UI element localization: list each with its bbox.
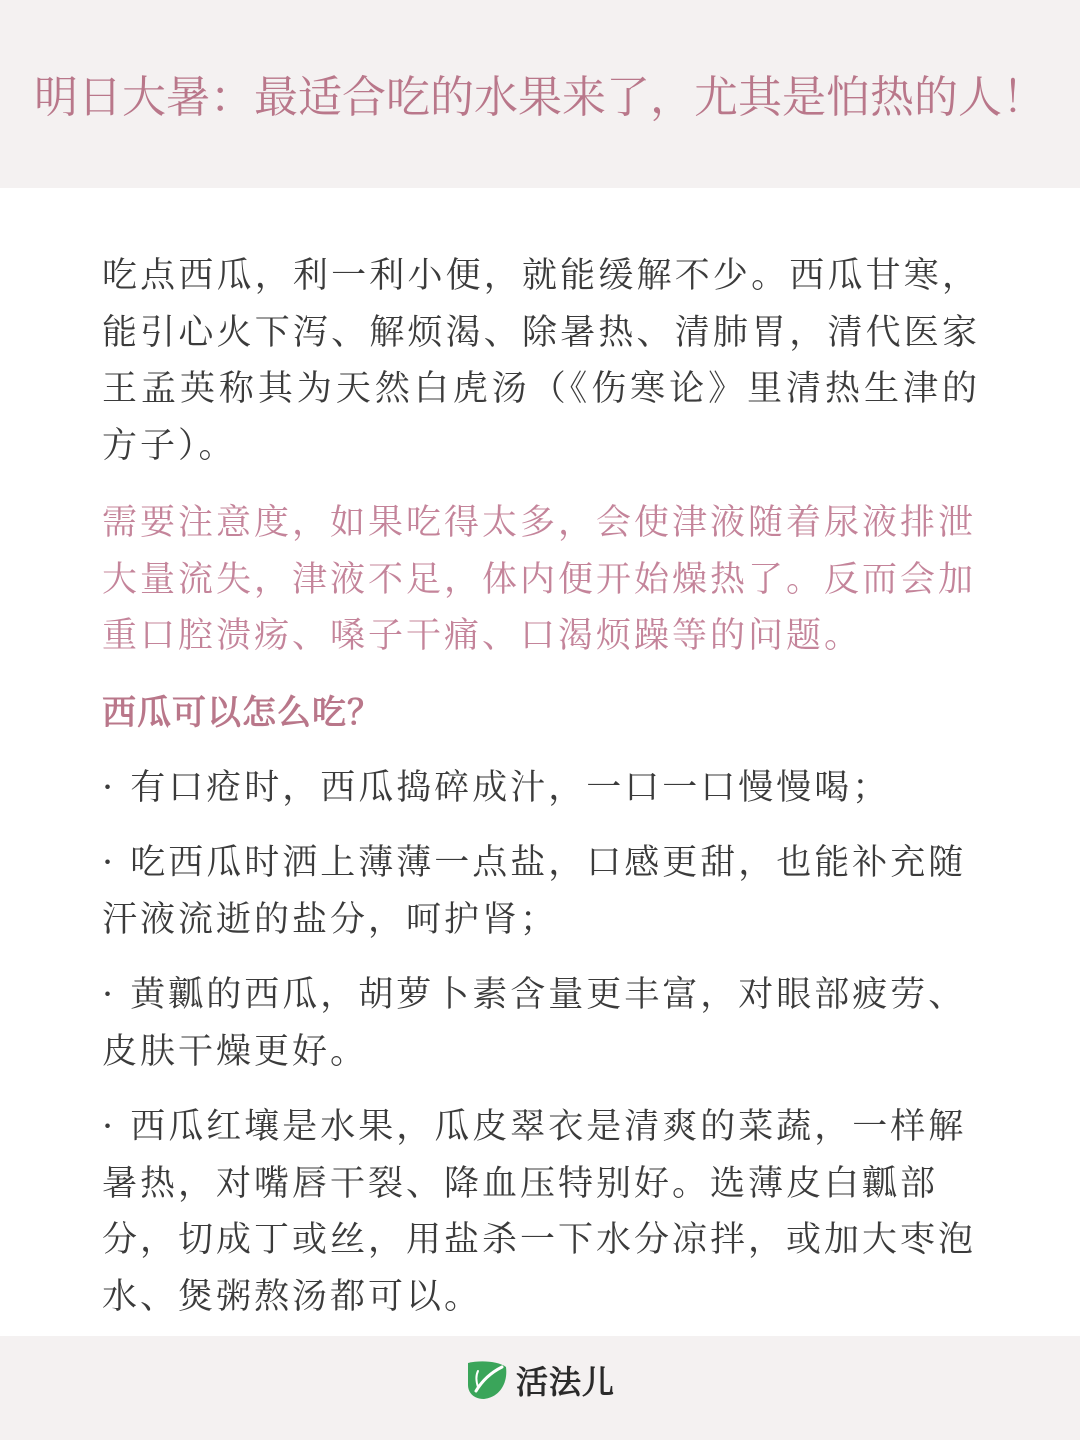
section-heading: 西瓜可以怎么吃？ xyxy=(102,692,382,733)
green-leaf-icon xyxy=(464,1357,510,1403)
page-title: 明日大暑：最适合吃的水果来了，尤其是怕热的人！ xyxy=(34,72,1046,123)
bullet-item: · 吃西瓜时洒上薄薄一点盐，口感更甜，也能补充随汗液流逝的盐分，呵护肾； xyxy=(102,843,967,940)
brand xyxy=(464,1356,615,1404)
article-body xyxy=(102,248,980,1325)
header-banner xyxy=(0,0,1080,188)
bullet-item: · 黄瓤的西瓜，胡萝卜素含量更丰富，对眼部疲劳、皮肤干燥更好。 xyxy=(102,975,967,1072)
bullet-item: · 西瓜红壤是水果，瓜皮翠衣是清爽的菜蔬，一样解暑热，对嘴唇干裂、降血压特别好。选薄皮白瓤部分，切成丁或丝，用盐杀一下水分凉拌，或加大枣泡水、煲粥熬汤都可以。 xyxy=(102,1107,977,1317)
bullet-item: · 有口疮时，西瓜捣碎成汁，一口一口慢慢喝； xyxy=(102,767,891,808)
warning-paragraph: 需要注意度，如果吃得太多，会使津液随着尿液排泄大量流失，津液不足，体内便开始燥热了。反而会加重口腔溃疡、嗓子干痛、口渴烦躁等的问题。 xyxy=(102,503,977,656)
brand-name: 活法儿 xyxy=(516,1363,616,1401)
intro-paragraph: 吃点西瓜，利一利小便，就能缓解不少。西瓜甘寒，能引心火下泻、解烦渴、除暑热、清肺胃，清代医家王孟英称其为天然白虎汤（《伤寒论》里清热生津的方子）。 xyxy=(102,256,980,466)
